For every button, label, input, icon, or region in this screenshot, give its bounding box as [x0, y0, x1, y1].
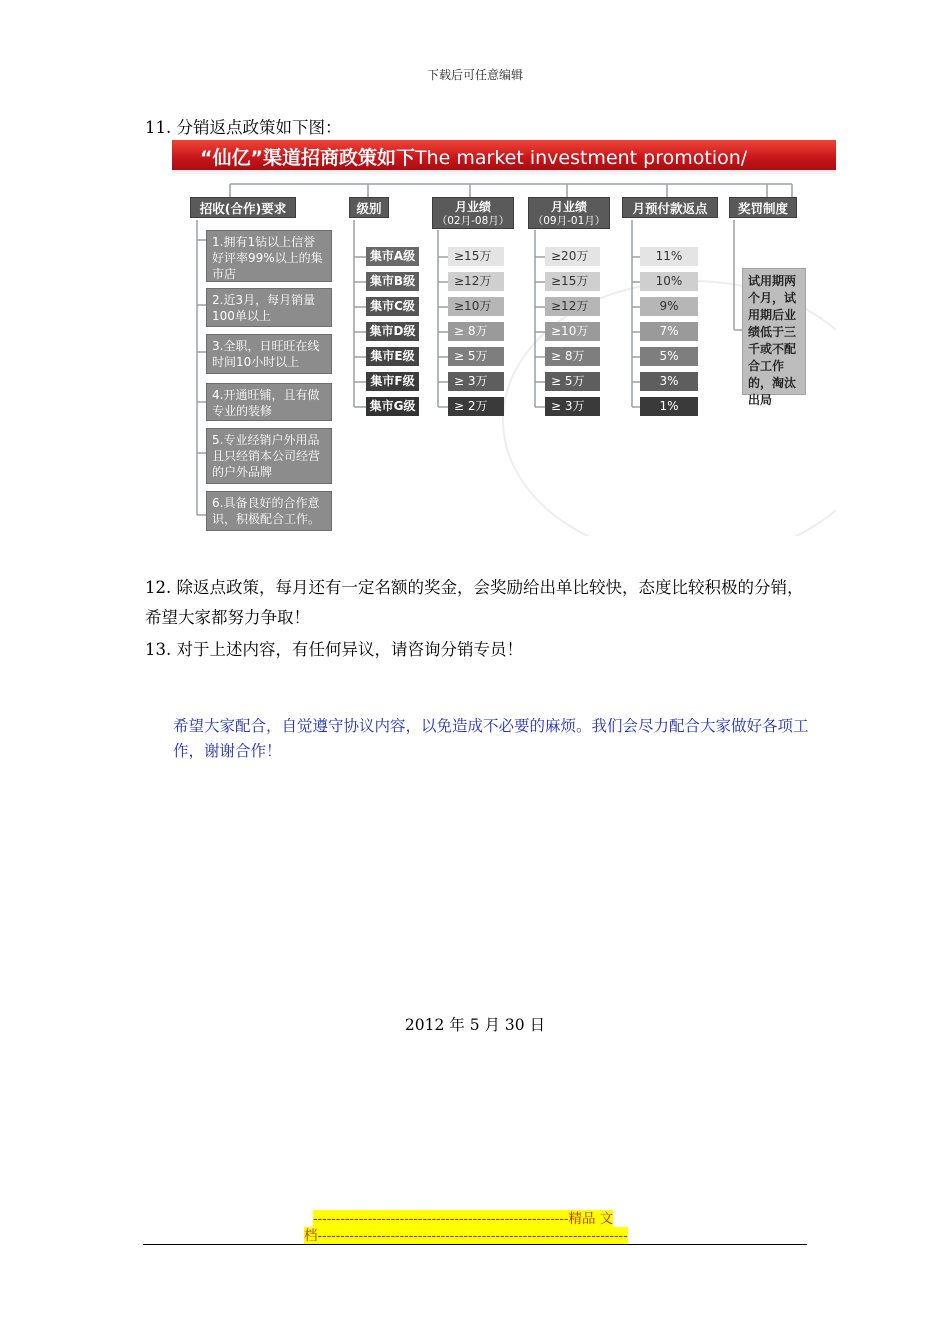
header-sales-sep-jan-label: 月业绩 — [550, 200, 587, 214]
footer-dashes: -------------------------------------------------------- — [313, 1211, 569, 1227]
item-text: 分销返点政策如下图： — [176, 118, 342, 137]
item-number: 13. — [145, 640, 172, 659]
rebate-cell: 5% — [640, 347, 698, 366]
rebate-cell: 3% — [640, 372, 698, 391]
header-requirements: 招收(合作)要求 — [190, 197, 296, 218]
sales-feb-aug-cell: ≥ 8万 — [448, 322, 504, 341]
requirement-3: 3.全职，日旺旺在线时间10小时以上 — [206, 334, 332, 374]
sales-sep-jan-cell: ≥15万 — [545, 272, 600, 291]
footer-rule — [143, 1244, 807, 1245]
level-cell: 集市G级 — [366, 397, 419, 416]
item-number: 12. — [145, 578, 172, 597]
requirement-4: 4.开通旺铺，且有做专业的装修 — [206, 383, 332, 421]
header-penalty: 奖罚制度 — [729, 197, 797, 218]
item-text: 除返点政策，每月还有一定名额的奖金，会奖励给出单比较快，态度比较积极的分销，希望大家都努力争取！ — [145, 578, 804, 627]
sales-sep-jan-cell: ≥20万 — [545, 247, 600, 266]
rebate-cell: 11% — [640, 247, 698, 266]
penalty-note: 试用期两个月，试用期后业绩低于三千或不配合工作的，淘汰出局 — [742, 268, 806, 395]
list-item-13 — [145, 635, 810, 665]
sales-feb-aug-cell: ≥12万 — [448, 272, 504, 291]
header-note: 下载后可任意编辑 — [426, 68, 523, 82]
sales-feb-aug-cell: ≥15万 — [448, 247, 504, 266]
closing-note: 希望大家配合，自觉遵守协议内容，以免造成不必要的麻烦。我们会尽力配合大家做好各项工作，谢谢合作！ — [173, 717, 809, 760]
level-cell: 集市A级 — [366, 247, 419, 266]
rebate-cell: 10% — [640, 272, 698, 291]
level-cell: 集市D级 — [366, 322, 419, 341]
sales-sep-jan-cell: ≥ 5万 — [545, 372, 600, 391]
rebate-cell: 7% — [640, 322, 698, 341]
sales-sep-jan-cell: ≥10万 — [545, 322, 600, 341]
document-date: 2012 年 5 月 30 日 — [404, 1016, 546, 1034]
footer-line-2 — [304, 1227, 628, 1245]
footer-line-1 — [313, 1210, 613, 1228]
level-cell: 集市F级 — [366, 372, 419, 391]
sales-feb-aug-cell: ≥ 2万 — [448, 397, 504, 416]
item-number: 11. — [145, 118, 172, 137]
rebate-cell: 9% — [640, 297, 698, 316]
banner-title-en: The market investment promotion/ — [414, 147, 748, 169]
level-cell: 集市C级 — [366, 297, 419, 316]
item-text: 对于上述内容，有任何异议，请咨询分销专员！ — [176, 640, 523, 659]
policy-chart — [172, 140, 836, 536]
header-sales-sep-jan — [528, 197, 610, 229]
requirement-1: 1.拥有1钻以上信誉好评率99%以上的集市店 — [206, 230, 332, 282]
requirement-6: 6.具备良好的合作意识，积极配合工作。 — [206, 491, 332, 531]
header-sales-feb-aug-label: 月业绩 — [454, 200, 491, 214]
requirement-5: 5.专业经销户外用品且只经销本公司经营的户外品牌 — [206, 428, 332, 484]
requirement-2: 2.近3月，每月销量100单以上 — [206, 288, 332, 327]
sales-sep-jan-cell: ≥ 8万 — [545, 347, 600, 366]
footer-dashes: -------------------------------------------------------------------- — [317, 1228, 628, 1244]
rebate-cell: 1% — [640, 397, 698, 416]
sales-feb-aug-cell: ≥ 3万 — [448, 372, 504, 391]
header-sales-sep-jan-period: （09月-01月） — [532, 215, 606, 227]
sales-feb-aug-cell: ≥ 5万 — [448, 347, 504, 366]
sales-feb-aug-cell: ≥10万 — [448, 297, 504, 316]
footer-label: 精品 文 — [568, 1211, 614, 1227]
banner-title-cn: “仙亿”渠道招商政策如下 — [200, 147, 415, 169]
header-rebate: 月预付款返点 — [622, 197, 718, 218]
level-cell: 集市E级 — [366, 347, 419, 366]
header-sales-feb-aug — [432, 197, 514, 229]
list-item-12 — [145, 573, 810, 633]
level-cell: 集市B级 — [366, 272, 419, 291]
footer-label: 档 — [304, 1228, 318, 1244]
sales-sep-jan-cell: ≥12万 — [545, 297, 600, 316]
list-item-11 — [145, 113, 810, 143]
header-sales-feb-aug-period: （02月-08月） — [436, 215, 510, 227]
sales-sep-jan-cell: ≥ 3万 — [545, 397, 600, 416]
header-level: 级别 — [349, 197, 389, 218]
